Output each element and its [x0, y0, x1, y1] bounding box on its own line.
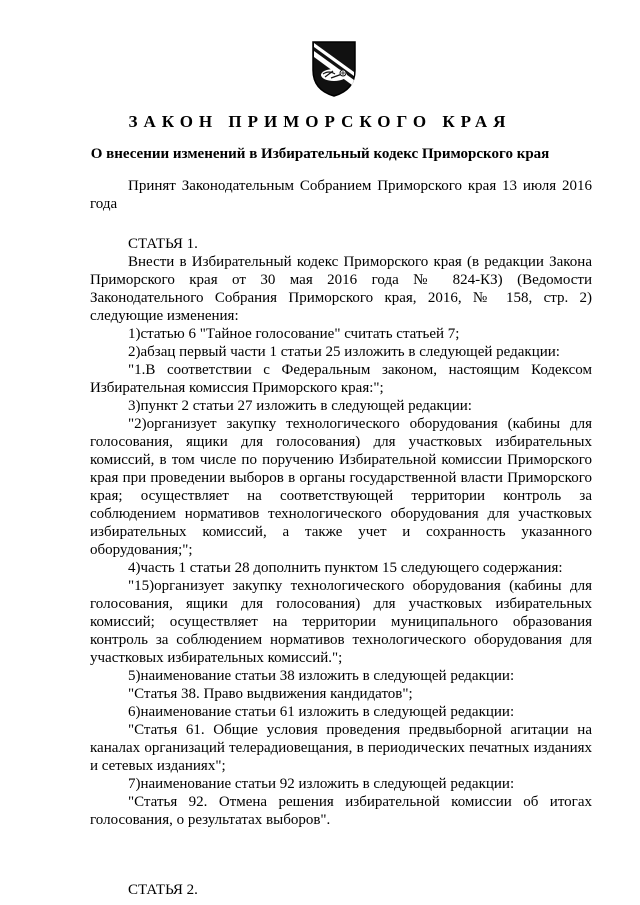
article-1-paragraph: Внести в Избирательный кодекс Приморского края (в редакции Закона Приморского края от 30 мая 2016 года № 824-КЗ) (Ведомости Законодательного Собрания Приморского края, 2016, № 158, стр. 2) следующие изменения: — [90, 254, 592, 324]
article-1-paragraph: "Статья 92. Отмена решения избирательной комиссии об итогах голосования, о результатах выборов". — [90, 794, 592, 828]
article-1-paragraph: 7)наименование статьи 92 изложить в следующей редакции: — [128, 776, 515, 792]
article-1-paragraph: "1.В соответствии с Федеральным законом, настоящим Кодексом Избирательная комиссия Приморского края:"; — [90, 362, 592, 396]
article-1-paragraph: 2)абзац первый части 1 статьи 25 изложить в следующей редакции: — [128, 344, 560, 360]
article-1-paragraph: "Статья 38. Право выдвижения кандидатов"; — [128, 686, 413, 702]
law-title: ЗАКОН ПРИМОРСКОГО КРАЯ — [128, 112, 512, 131]
article-1-paragraph: "Статья 61. Общие условия проведения предвыборной агитации на каналах организаций телерадиовещания, в периодических печатных изданиях и сетевых изданиях"; — [90, 722, 592, 774]
article-1-paragraph: 1)статью 6 "Тайное голосование" считать статьей 7; — [128, 326, 460, 342]
article-1-paragraph: 3)пункт 2 статьи 27 изложить в следующей редакции: — [128, 398, 472, 414]
article-1-paragraph: "15)организует закупку технологического оборудования (кабины для голосования, ящики для голосования) для участковых избирательных комиссий; осуществляет на территории муниципального образования контроль за соблюдением нормативов технологического оборудования для участковых избирательных комиссий."; — [90, 578, 592, 666]
law-subtitle: О внесении изменений в Избирательный кодекс Приморского края — [90, 146, 550, 162]
article-1-heading: СТАТЬЯ 1. — [128, 236, 198, 252]
law-body — [90, 177, 592, 899]
coat-of-arms-icon — [311, 40, 357, 98]
article-2-heading: СТАТЬЯ 2. — [128, 882, 198, 898]
article-1-paragraph: 6)наименование статьи 61 изложить в следующей редакции: — [128, 704, 515, 720]
adoption-note: Принят Законодательным Собранием Приморского края 13 июля 2016 года — [90, 178, 592, 212]
article-1-paragraph: 5)наименование статьи 38 изложить в следующей редакции: — [128, 668, 515, 684]
article-1-paragraph: 4)часть 1 статьи 28 дополнить пунктом 15 следующего содержания: — [128, 560, 563, 576]
article-1-paragraph: "2)организует закупку технологического оборудования (кабины для голосования, ящики для голосования) для участковых избирательных комиссий, в том числе по поручению Избирательной комиссии Приморского края при проведении выборов в органы государственной власти Приморского края; осуществляет на соответствующей территории контроль за соблюдением нормативов технологического оборудования для участковых избирательных комиссий, а также учет и сохранность указанного оборудования;"; — [90, 416, 592, 558]
